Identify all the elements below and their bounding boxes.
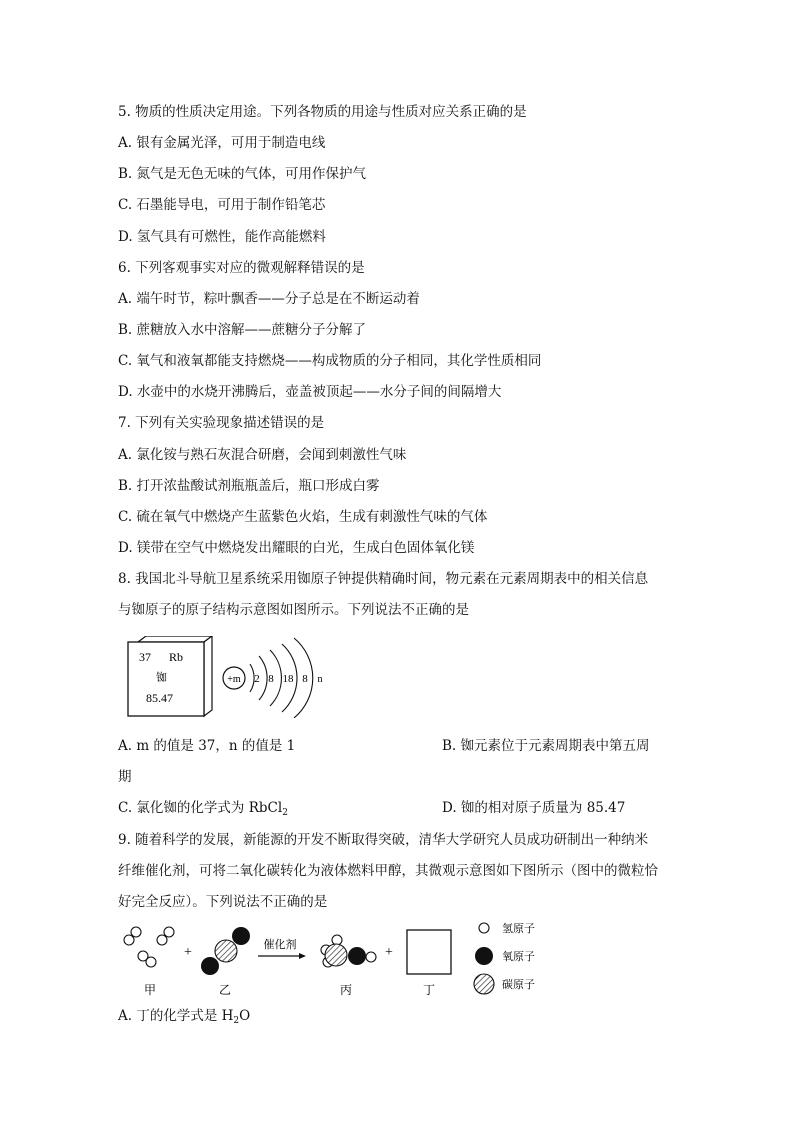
periodic-table-cell (128, 636, 212, 716)
hydrogen-atom (164, 927, 174, 937)
legend-hydrogen-symbol (479, 923, 489, 933)
q8-option-c (118, 798, 288, 823)
shell-count-3: 18 (282, 673, 294, 685)
hydrogen-atom (366, 952, 376, 962)
carbon-atom (325, 944, 347, 966)
shell-count-2: 8 (268, 673, 274, 685)
q8-stem-line2: 与铷原子的原子结构示意图如图所示。下列说法不正确的是 (118, 602, 469, 618)
q5-option-c: C. 石墨能导电，可用于制作铅笔芯 (118, 197, 326, 213)
shell-count-4: 8 (302, 673, 308, 685)
q7-stem: 7. 下列有关实验现象描述错误的是 (118, 415, 325, 431)
q8-option-a: A. m 的值是 37，n 的值是 1 (118, 738, 296, 754)
label-yi: 乙 (218, 983, 232, 997)
q8-option-d: D. 铷的相对原子质量为 85.47 (442, 800, 626, 816)
legend-hydrogen-label: 氢原子 (502, 923, 535, 935)
q9-stem-line3: 好完全反应）。下列说法不正确的是 (118, 894, 328, 910)
q9-stem-line2: 纤维催化剂，可将二氧化碳转化为液体燃料甲醇，其微观示意图如下图所示（图中的微粒恰 (118, 863, 658, 879)
molecule-jia (124, 927, 174, 967)
catalyst-label: 催化剂 (263, 939, 297, 951)
hydrogen-atom (131, 927, 141, 937)
legend-oxygen-label: 氧原子 (502, 951, 535, 963)
label-jia: 甲 (143, 983, 157, 997)
q8-option-b: B. 铷元素位于元素周期表中第五周 (442, 738, 650, 754)
q7-option-a: A. 氯化铵与熟石灰混合研磨，会闻到刺激性气味 (118, 447, 407, 463)
q5-option-b: B. 氮气是无色无味的气体，可用作保护气 (118, 166, 367, 182)
label-ding: 丁 (422, 983, 436, 997)
q6-stem: 6. 下列客观事实对应的微观解释错误的是 (118, 260, 365, 276)
reaction-arrow (258, 937, 306, 959)
q6-option-c: C. 氧气和液氧都能支持燃烧——构成物质的分子相同，其化学性质相同 (118, 353, 542, 369)
q9-option-a (118, 1006, 250, 1031)
q9-option-a-text: A. 丁的化学式是 H (118, 1008, 234, 1024)
atomic-number: 37 (139, 650, 151, 664)
label-bing: 丙 (339, 983, 353, 997)
legend (474, 921, 535, 994)
legend-oxygen-symbol (475, 947, 493, 965)
plus-sign-2: + (385, 945, 393, 960)
molecule-ding-box (407, 930, 451, 974)
q8-option-c-subscript: 2 (282, 808, 288, 818)
legend-carbon-label: 碳原子 (502, 979, 535, 991)
oxygen-atom (232, 927, 250, 945)
nucleus-charge: +m (227, 674, 241, 685)
shell-count-5: n (317, 674, 323, 685)
q5-option-a: A. 银有金属光泽，可用于制造电线 (118, 135, 326, 151)
q9-option-a-subscript: 2 (233, 1016, 240, 1026)
q8-option-c-text: C. 氯化铷的化学式为 RbCl (118, 800, 283, 816)
atomic-mass: 85.47 (146, 691, 173, 705)
oxygen-atom (348, 947, 366, 965)
q7-option-b: B. 打开浓盐酸试剂瓶瓶盖后，瓶口形成白雾 (118, 478, 380, 494)
q9-option-a-suffix: O (239, 1008, 251, 1024)
electron-shell-arc-2 (259, 656, 267, 700)
hydrogen-atom (146, 957, 156, 967)
q6-option-a: A. 端午时节，粽叶飘香——分子总是在不断运动着 (118, 291, 420, 307)
q7-option-d: D. 镁带在空气中燃烧发出耀眼的白光，生成白色固体氧化镁 (118, 540, 475, 556)
q8-stem-line1: 8. 我国北斗导航卫星系统采用铷原子钟提供精确时间，物元素在元素周期表中的相关信息 (118, 571, 649, 587)
shell-count-1: 2 (254, 673, 260, 685)
hydrogen-atom (124, 935, 134, 945)
reaction-diagram (118, 918, 568, 1000)
q8-option-b-continued: 期 (118, 769, 132, 785)
carbon-atom (215, 940, 237, 962)
q6-option-b: B. 蔗糖放入水中溶解——蔗糖分子分解了 (118, 322, 367, 338)
legend-carbon-symbol (474, 974, 494, 994)
plus-sign-1: + (184, 945, 192, 960)
hydrogen-atom (157, 935, 167, 945)
molecule-bing (321, 935, 376, 967)
element-symbol: Rb (169, 650, 184, 664)
oxygen-atom (201, 957, 219, 975)
q9-stem-line1: 9. 随着科学的发展，新能源的开发不断取得突破，清华大学研究人员成功研制出一种纳米 (118, 832, 649, 848)
molecule-yi (201, 927, 250, 975)
q6-option-d: D. 水壶中的水烧开沸腾后，壶盖被顶起——水分子间的间隔增大 (118, 384, 502, 400)
q7-option-c: C. 硫在氧气中燃烧产生蓝紫色火焰，生成有刺激性气味的气体 (118, 509, 488, 525)
atomic-structure-diagram (223, 638, 323, 718)
element-name: 铷 (156, 672, 167, 684)
q5-option-d: D. 氢气具有可燃性，能作高能燃料 (118, 229, 326, 245)
rubidium-figure (126, 636, 346, 718)
q5-stem: 5. 物质的性质决定用途。下列各物质的用途与性质对应关系正确的是 (118, 104, 527, 120)
